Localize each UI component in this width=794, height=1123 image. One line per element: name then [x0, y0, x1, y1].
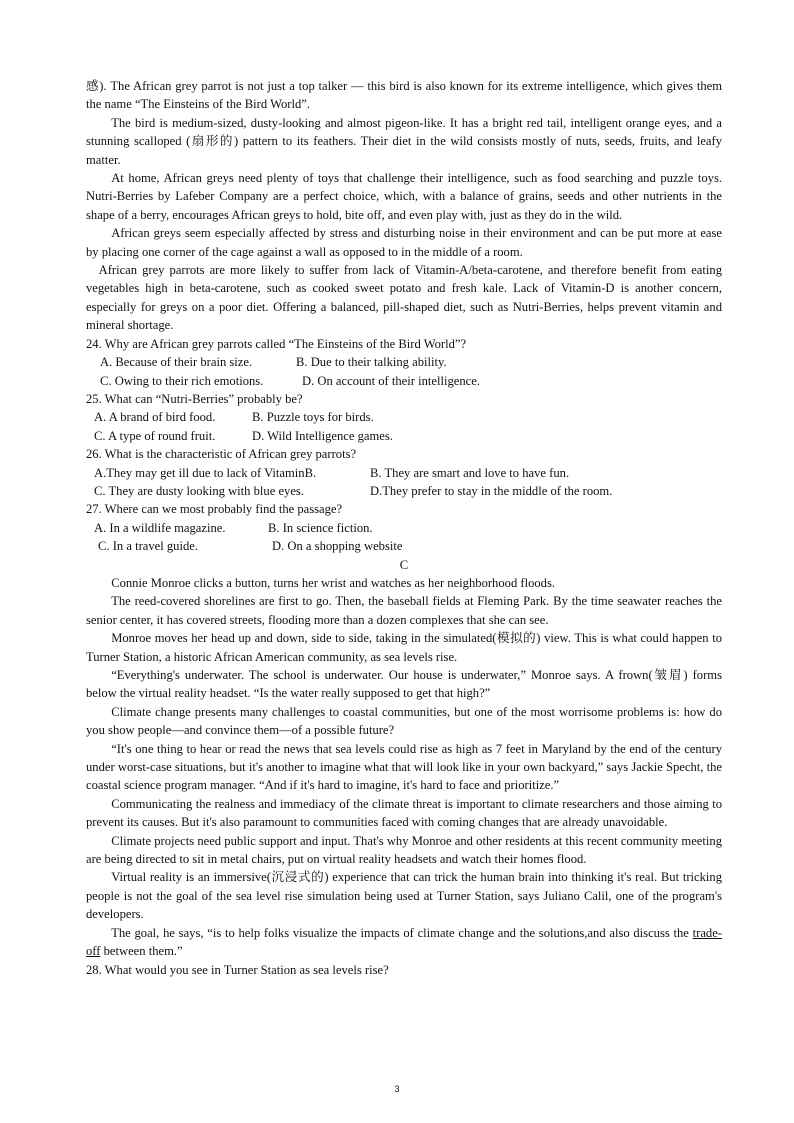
- question-25: [86, 390, 722, 445]
- options-row: [86, 353, 722, 371]
- option-d: D. Wild Intelligence games.: [252, 428, 393, 443]
- options-row: [86, 408, 722, 426]
- passage-c-paragraph: Communicating the realness and immediacy of the climate threat is important to climate researchers and those aiming to prevent its causes. But it's also paramount to communities faced with coming changes that are already unavoidable.: [86, 796, 722, 830]
- question-stem: 27. Where can we most probably find the passage?: [86, 502, 343, 517]
- passage-c-paragraph: Monroe moves her head up and down, side to side, taking in the simulated(模拟的) view. This is what could happen to Turner Station, a historic African American community, as sea levels rise.: [86, 631, 722, 664]
- passage-c-paragraph: “Everything's underwater. The school is underwater. Our house is underwater,” Monroe says. A frown(皱眉) forms below the virtual reality headset. “Is the water really supposed to get that high?”: [86, 668, 722, 701]
- option-b: B. In science fiction.: [268, 520, 373, 535]
- question-stem: 24. Why are African grey parrots called “The Einsteins of the Bird World”?: [86, 336, 467, 351]
- option-d: D. On a shopping website: [272, 539, 403, 554]
- passage-c-paragraph: [86, 924, 722, 961]
- options-row: [86, 372, 722, 390]
- page-content: [86, 77, 722, 979]
- passage-b-paragraph: The bird is medium-sized, dusty-looking and almost pigeon-like. It has a bright red tail, intelligent orange eyes, and a stunning scalloped (扇形的) pattern to its feathers. Their diet in the wild consists mostly of nuts, seeds, fruits, and leafy matter.: [86, 115, 722, 167]
- passage-c-paragraph: “It's one thing to hear or read the news that sea levels could rise as high as 7 feet in Maryland by the end of the century under worst-case situations, but it's another to imagine what that will look like in your own backyard,” says Jackie Specht, the coastal science program manager. “And if it's hard to imagine, it's hard to face and prioritize.”: [86, 741, 722, 793]
- underlined-term: trade-off: [86, 925, 722, 959]
- option-c: C. A type of round fruit.: [94, 428, 216, 443]
- page-number: 3: [394, 1084, 400, 1094]
- option-a: A. In a wildlife magazine.: [94, 520, 226, 535]
- options-row: [86, 482, 722, 500]
- options-row: [86, 427, 722, 445]
- options-row: [86, 537, 722, 555]
- option-c: C. In a travel guide.: [98, 539, 199, 554]
- option-a: A. Because of their brain size.: [100, 355, 253, 370]
- question-stem: 25. What can “Nutri-Berries” probably be?: [86, 391, 303, 406]
- question-26: [86, 445, 722, 500]
- option-b: B. Due to their talking ability.: [296, 355, 447, 370]
- passage-b-paragraph: African greys seem especially affected by stress and disturbing noise in their environment and can be put more at ease by placing one corner of the cage against a wall as opposed to in the middle of a room.: [86, 226, 722, 259]
- option-a: A. A brand of bird food.: [94, 410, 216, 425]
- option-c: C. Owing to their rich emotions.: [100, 373, 264, 388]
- option-c: C. They are dusty looking with blue eyes.: [94, 483, 304, 498]
- options-row: [86, 519, 722, 537]
- question-27: [86, 500, 722, 555]
- paragraph-text: The goal, he says, “is to help folks visualize the impacts of climate change and the solutions,and also discuss the: [111, 925, 693, 940]
- section-c-heading: C: [399, 557, 409, 572]
- passage-b-paragraph: 感). The African grey parrot is not just a top talker — this bird is also known for its extreme intelligence, which gives them the name “The Einsteins of the Bird World”.: [86, 79, 722, 112]
- option-a: A.They may get ill due to lack of VitaminB.: [94, 465, 317, 480]
- option-d: D.They prefer to stay in the middle of the room.: [370, 483, 613, 498]
- question-28-stem: 28. What would you see in Turner Station as sea levels rise?: [86, 962, 389, 977]
- passage-c-paragraph: Virtual reality is an immersive(沉浸式的) experience that can trick the human brain into thinking it's real. But tricking people is not the goal of the sea level rise simulation being used at Turner Station, says Juliano Calil, one of the program's developers.: [86, 870, 722, 922]
- option-d: D. On account of their intelligence.: [302, 373, 480, 388]
- passage-b-paragraph: At home, African greys need plenty of toys that challenge their intelligence, such as food searching and puzzle toys. Nutri-Berries by Lafeber Company are a perfect choice, which, with a balance of grains, seeds and other nutrients in the shape of a berry, encourages African greys to hold, bite off, and even play with, just as they do in the wild.: [86, 171, 722, 222]
- option-b: B. They are smart and love to have fun.: [370, 465, 570, 480]
- passage-b-paragraph: African grey parrots are more likely to suffer from lack of Vitamin-A/beta-carotene, and therefore benefit from eating vegetables high in beta-carotene, such as cooked sweet potato and fresh kale. Lack of Vitamin-D is another concern, especially for greys on a poor diet. Offering a balanced, pill-shaped diet, such as Nutri-Berries, helps prevent vitamin and mineral shortage.: [86, 263, 722, 333]
- passage-c-paragraph: The reed-covered shorelines are first to go. Then, the baseball fields at Fleming Park. By the time seawater reaches the senior center, it has covered streets, flooding more than a dozen complexes that she can see.: [86, 594, 722, 627]
- passage-c-paragraph: Connie Monroe clicks a button, turns her wrist and watches as her neighborhood floods.: [111, 575, 556, 590]
- option-b: B. Puzzle toys for birds.: [252, 410, 374, 425]
- question-24: [86, 335, 722, 390]
- question-stem: 26. What is the characteristic of African grey parrots?: [86, 447, 357, 462]
- passage-c-paragraph: Climate projects need public support and input. That's why Monroe and other residents at this recent community meeting are being directed to sit in metal chairs, put on virtual reality headsets and watch their homes flood.: [86, 833, 722, 867]
- paragraph-text: between them.”: [100, 944, 183, 959]
- options-row: [86, 464, 722, 482]
- passage-c-paragraph: Climate change presents many challenges to coastal communities, but one of the most worrisome problems is: how do you show people—and convince them—of a possible future?: [86, 704, 722, 738]
